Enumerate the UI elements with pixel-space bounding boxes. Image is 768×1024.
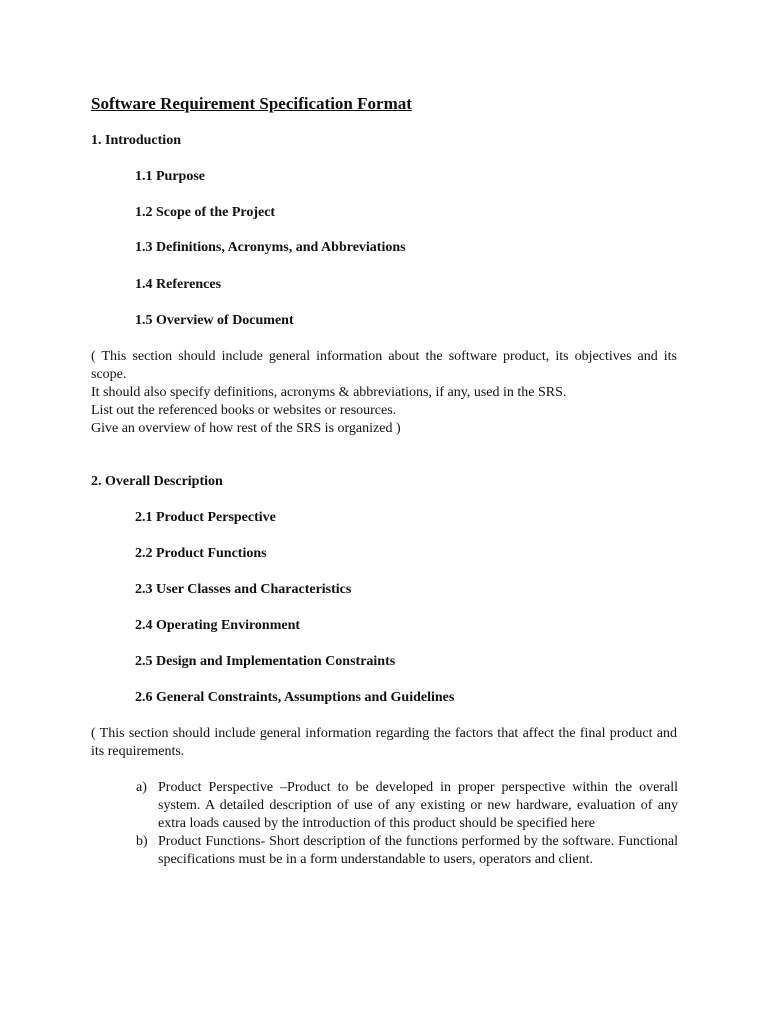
section-heading-introduction: 1. Introduction <box>91 133 181 148</box>
list-item-text: Product Functions- Short description of the functions performed by the software. Functional specifications must be in a form understandable to users, operators and client. <box>158 834 678 867</box>
subsection-user-classes: 2.3 User Classes and Characteristics <box>135 582 352 597</box>
introduction-note-line: List out the referenced books or websites or resources. <box>91 403 397 418</box>
subsection-definitions: 1.3 Definitions, Acronyms, and Abbreviations <box>135 240 406 255</box>
document-title: Software Requirement Specification Format <box>91 94 412 113</box>
subsection-general-constraints: 2.6 General Constraints, Assumptions and Guidelines <box>135 690 455 705</box>
list-item <box>136 779 678 833</box>
subsection-design-constraints: 2.5 Design and Implementation Constraints <box>135 654 396 669</box>
subsection-product-functions: 2.2 Product Functions <box>135 546 267 561</box>
subsection-scope: 1.2 Scope of the Project <box>135 205 276 220</box>
introduction-note-line: It should also specify definitions, acronyms & abbreviations, if any, used in the SRS. <box>91 385 567 400</box>
subsection-operating-environment: 2.4 Operating Environment <box>135 618 301 633</box>
list-item-text: Product Perspective –Product to be developed in proper perspective within the overall system. A detailed description of use of any existing or new hardware, evaluation of any extra loads caused by the introduction of this product should be specified here <box>158 780 678 831</box>
introduction-note-line: Give an overview of how rest of the SRS is organized ) <box>91 421 401 436</box>
overall-description-list <box>136 779 678 869</box>
list-item-marker: b) <box>136 834 148 849</box>
subsection-product-perspective: 2.1 Product Perspective <box>135 510 276 525</box>
subsection-references: 1.4 References <box>135 277 222 292</box>
introduction-note <box>91 348 677 438</box>
subsection-overview: 1.5 Overview of Document <box>135 313 294 328</box>
introduction-note-line: ( This section should include general information about the software product, its objectives and its scope. <box>91 349 677 382</box>
list-item <box>136 833 678 869</box>
overall-description-note: ( This section should include general information regarding the factors that affect the final product and its requirements. <box>91 726 677 759</box>
section-heading-overall-description: 2. Overall Description <box>91 474 223 489</box>
list-item-marker: a) <box>136 780 147 795</box>
subsection-purpose: 1.1 Purpose <box>135 169 205 184</box>
